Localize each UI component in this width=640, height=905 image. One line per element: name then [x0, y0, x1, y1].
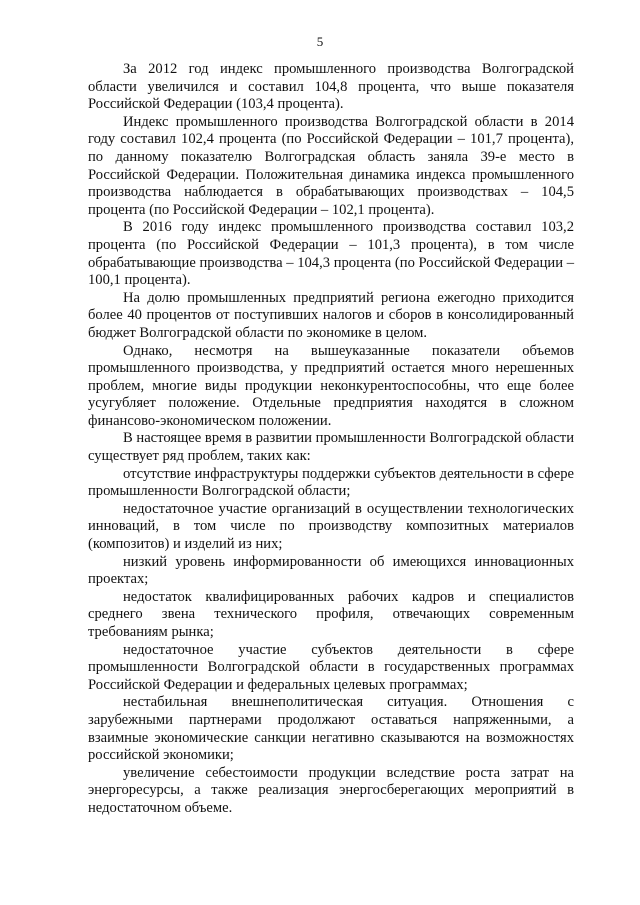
paragraph-problems-overview: Однако, несмотря на вышеуказанные показатели объемов промышленного производства, у предприятий остается много нерешенных проблем, многие виды продукции неконкурентоспособны, что еще более усугубляет положение. Отдельные предприятия находятся в сложном финансово-экономическом положении. [88, 342, 574, 429]
document-body [88, 61, 574, 818]
page-number: 5 [316, 34, 324, 49]
list-item-infrastructure: отсутствие инфраструктуры поддержки субъектов деятельности в сфере промышленности Волгоградской области; [88, 465, 574, 500]
list-item-geopolitics: нестабильная внешнеполитическая ситуация. Отношения с зарубежными партнерами продолжают оставаться напряженными, а взаимные экономические санкции негативно сказываются на возможностях российской экономики; [88, 694, 574, 764]
paragraph-industrial-index-2014: Индекс промышленного производства Волгоградской области в 2014 году составил 102,4 процента (по Российской Федерации – 101,7 процента), по данному показателю Волгоградская область заняла 39-е место в Российской Федерации. Положительная динамика индекса промышленного производства наблюдается в обрабатывающих производствах – 104,5 процента (по Российской Федерации – 102,1 процента). [88, 113, 574, 218]
paragraph-problems-intro: В настоящее время в развитии промышленности Волгоградской области существует ряд проблем, таких как: [88, 430, 574, 465]
list-item-awareness: низкий уровень информированности об имеющихся инновационных проектах; [88, 553, 574, 588]
paragraph-tax-share: На долю промышленных предприятий региона ежегодно приходится более 40 процентов от поступивших налогов и сборов в консолидированный бюджет Волгоградской области по экономике в целом. [88, 289, 574, 341]
list-item-federal-programs: недостаточное участие субъектов деятельности в сфере промышленности Волгоградской области в государственных программах Российской Федерации и федеральных целевых программах; [88, 641, 574, 693]
paragraph-industrial-index-2016: В 2016 году индекс промышленного производства составил 103,2 процента (по Российской Федерации – 101,3 процента), в том числе обрабатывающие производства – 104,3 процента (по Российской Федерации – 100,1 процента). [88, 219, 574, 289]
list-item-workforce: недостаток квалифицированных рабочих кадров и специалистов среднего звена технического профиля, отвечающих современным требованиям рынка; [88, 588, 574, 640]
list-item-innovations: недостаточное участие организаций в осуществлении технологических инноваций, в том числе по производству композитных материалов (композитов) и изделий из них; [88, 500, 574, 553]
paragraph-industrial-index-2012: За 2012 год индекс промышленного производства Волгоградской области увеличился и составил 104,8 процента, что выше показателя Российской Федерации (103,4 процента). [88, 61, 574, 113]
list-item-energy-costs: увеличение себестоимости продукции вследствие роста затрат на энергоресурсы, а также реализация энергосберегающих мероприятий в недостаточном объеме. [88, 764, 574, 816]
